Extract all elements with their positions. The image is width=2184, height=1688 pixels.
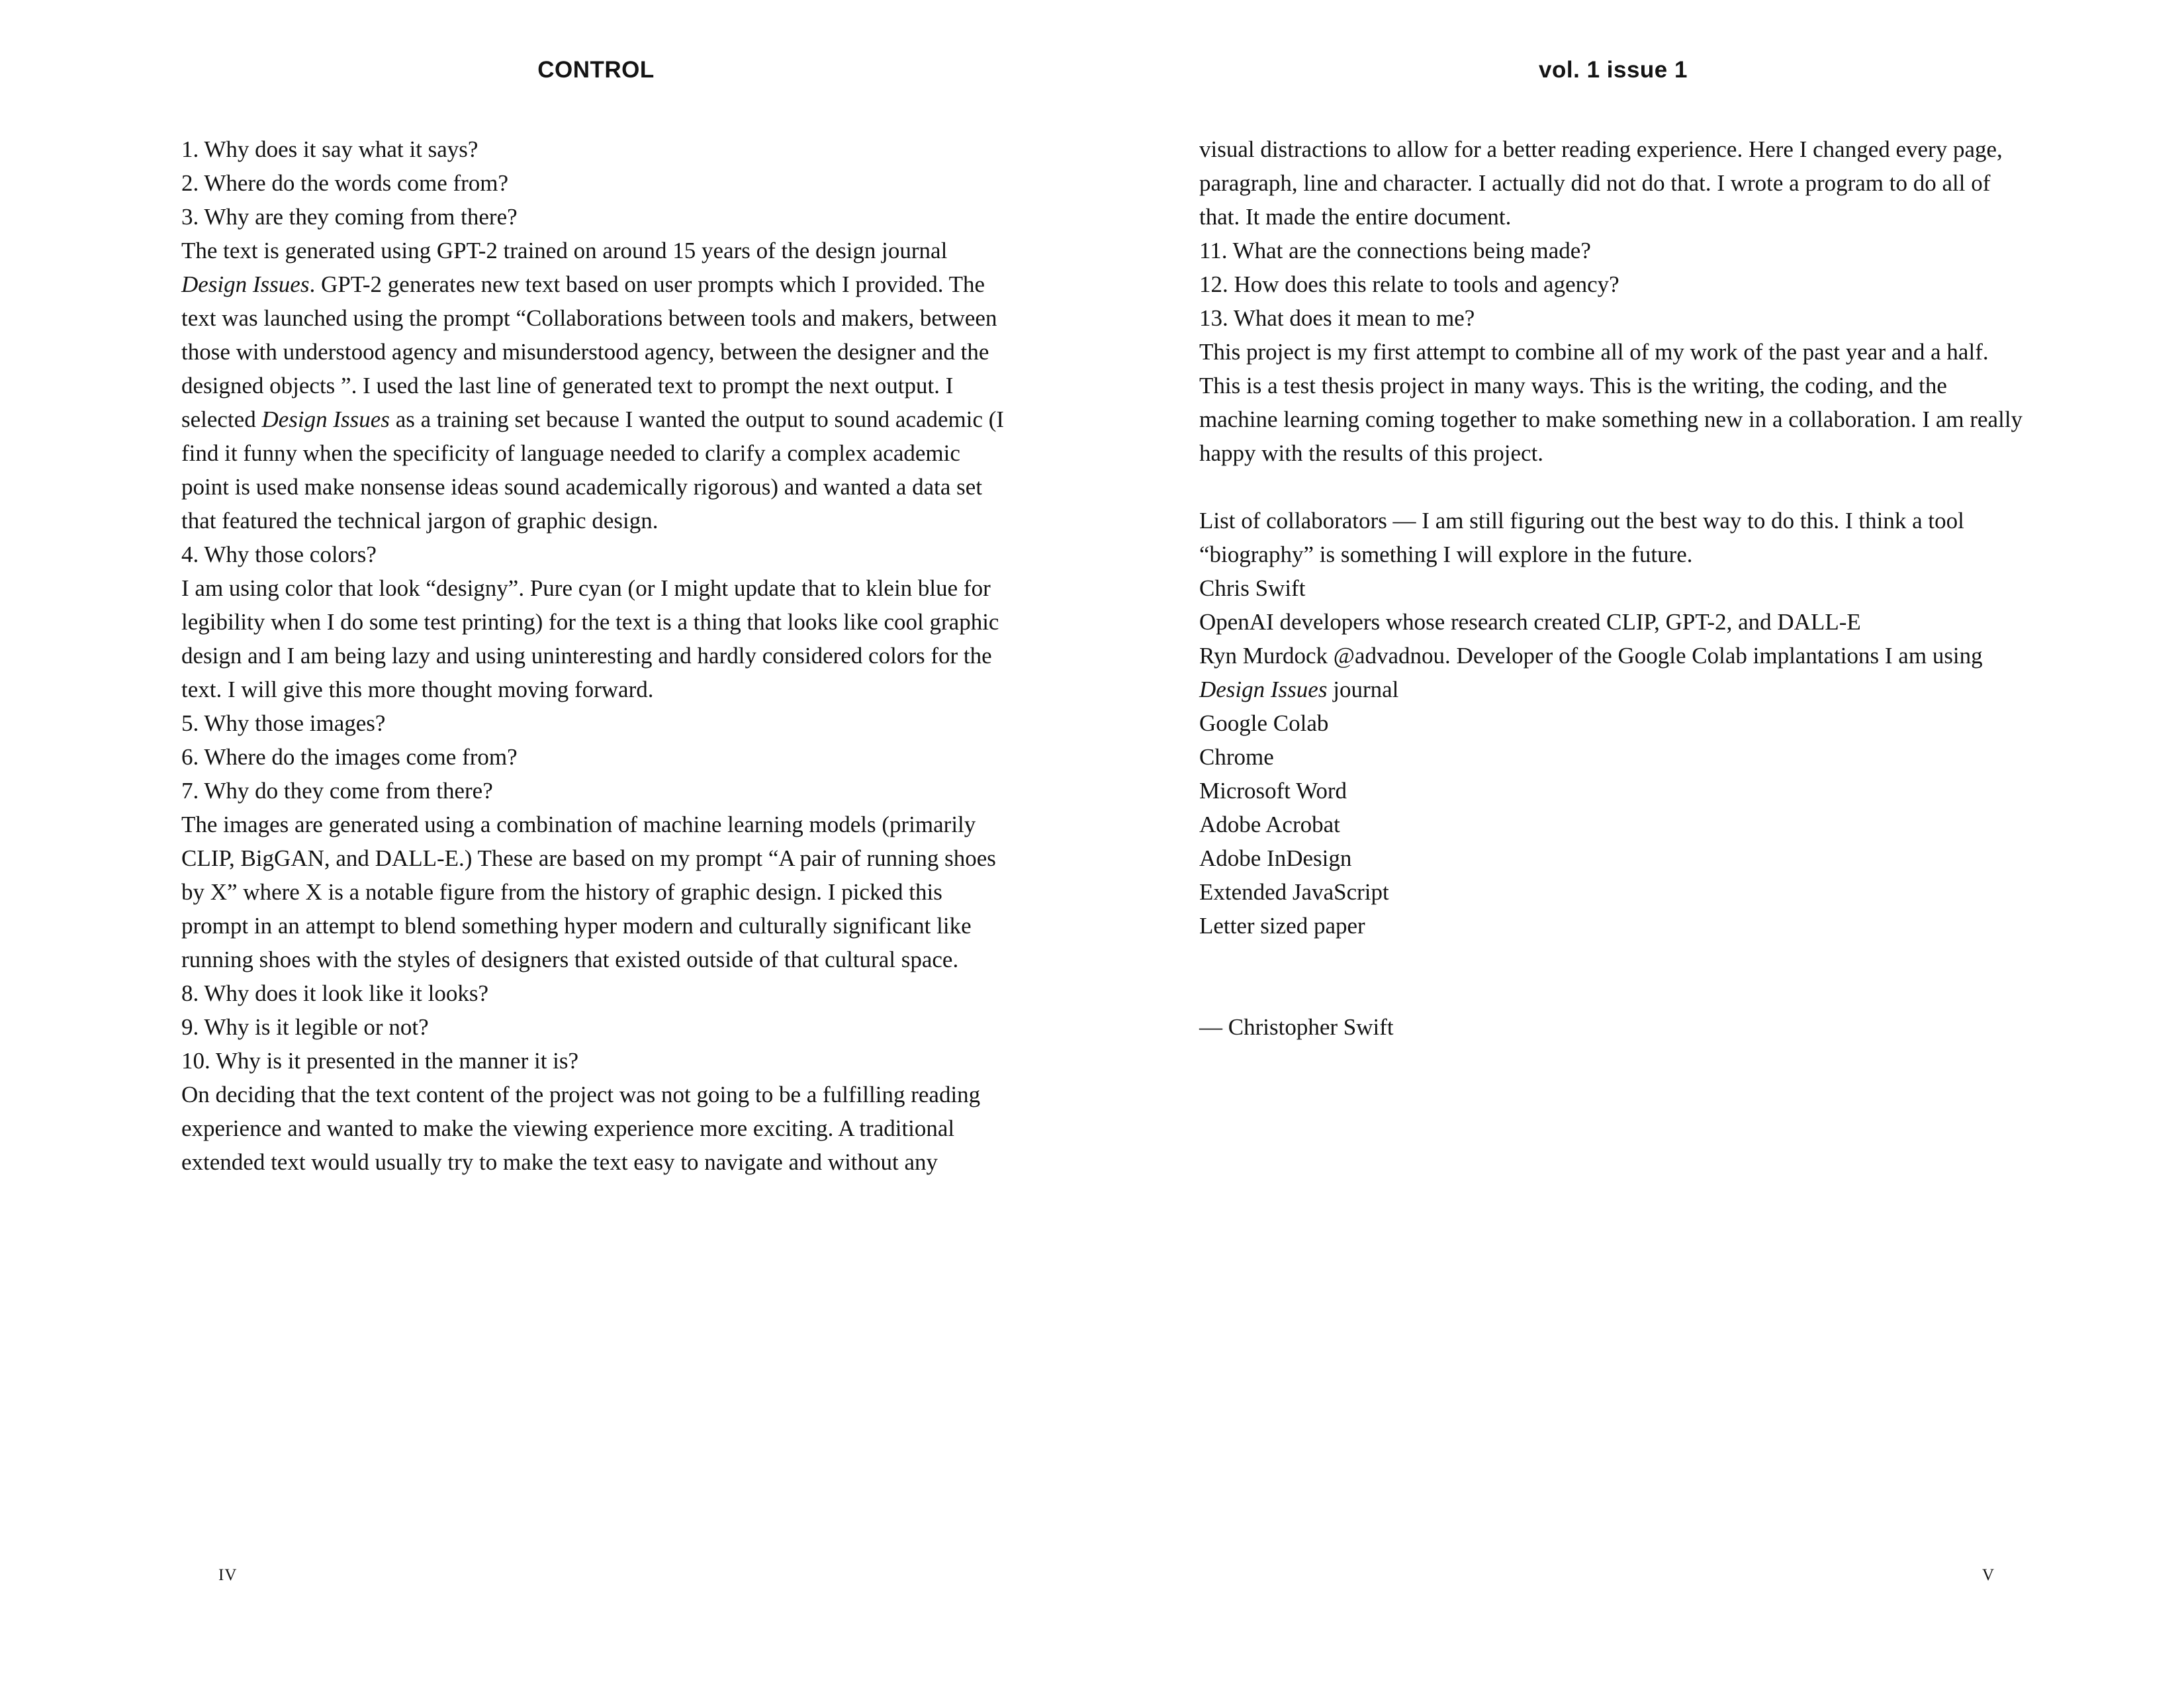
vertical-gap: [1199, 943, 2026, 1010]
text-block: [181, 571, 1009, 706]
text-block: [1199, 234, 2026, 267]
text-segment: The images are generated using a combination of machine learning models (primarily CLIP, BigGAN, and DALL-E.) These are based on my prompt “A pair of running shoes by X” where X is a notable figure from the history of graphic design. I picked this prompt in an attempt to blend something hyper modern and culturally significant like running shoes with the styles of designers that existed outside of that cultural space.: [181, 812, 996, 972]
text-block: [181, 706, 1009, 740]
text-block: [1199, 132, 2026, 234]
text-segment: 1. Why does it say what it says?: [181, 136, 478, 162]
text-segment: 4. Why those colors?: [181, 541, 377, 567]
text-block: [1199, 875, 2026, 909]
text-segment: Microsoft Word: [1199, 778, 1347, 804]
text-segment: 9. Why is it legible or not?: [181, 1014, 429, 1040]
text-block: [1199, 301, 2026, 335]
italic-text-segment: Design Issues: [181, 271, 310, 297]
vertical-gap: [1199, 470, 2026, 504]
page-title-right: vol. 1 issue 1: [1539, 57, 1688, 83]
text-segment: Chrome: [1199, 744, 1274, 770]
text-block: [1199, 571, 2026, 605]
text-block: [181, 200, 1009, 234]
page-title-left: CONTROL: [537, 57, 655, 83]
text-segment: 7. Why do they come from there?: [181, 778, 493, 804]
text-segment: Adobe InDesign: [1199, 845, 1352, 871]
text-segment: — Christopher Swift: [1199, 1014, 1394, 1040]
text-block: [1199, 774, 2026, 808]
text-segment: 5. Why those images?: [181, 710, 386, 736]
text-block: [181, 166, 1009, 200]
text-segment: Chris Swift: [1199, 575, 1306, 601]
text-block: [1199, 909, 2026, 943]
text-block: [181, 132, 1009, 166]
text-segment: I am using color that look “designy”. Pure cyan (or I might update that to klein blue for legibility when I do some test printing) for the text is a thing that looks like cool graphic design and I am being lazy and using uninteresting and hardly considered colors for the text. I will give this more thought moving forward.: [181, 575, 999, 702]
text-block: [1199, 504, 2026, 571]
text-segment: 3. Why are they coming from there?: [181, 204, 518, 230]
text-segment: 11. What are the connections being made?: [1199, 238, 1591, 263]
left-page-text-column: [181, 132, 1009, 1179]
text-block: [181, 234, 1009, 538]
page-number-right: V: [1982, 1566, 1995, 1584]
text-segment: Google Colab: [1199, 710, 1329, 736]
text-segment: List of collaborators — I am still figuring out the best way to do this. I think a tool “biography” is something I will explore in the future.: [1199, 508, 1964, 567]
text-block: [1199, 335, 2026, 470]
text-block: [1199, 673, 2026, 706]
text-block: [1199, 267, 2026, 301]
text-segment: This project is my first attempt to combine all of my work of the past year and a half. This is a test thesis project in many ways. This is the writing, the coding, and the machine learning coming together to make something new in a collaboration. I am really happy with the results of this project.: [1199, 339, 2023, 466]
text-segment: journal: [1327, 677, 1399, 702]
text-block: [181, 1078, 1009, 1179]
text-segment: Ryn Murdock @advadnou. Developer of the Google Colab implantations I am using: [1199, 643, 1983, 669]
text-block: [181, 1044, 1009, 1078]
text-segment: The text is generated using GPT-2 trained on around 15 years of the design journal: [181, 238, 948, 263]
text-block: [1199, 639, 2026, 673]
text-block: [1199, 808, 2026, 841]
text-block: [181, 1010, 1009, 1044]
text-block: [1199, 605, 2026, 639]
text-segment: On deciding that the text content of the project was not going to be a fulfilling reading experience and wanted to make the viewing experience more exciting. A traditional extended text would usually try to make the text easy to navigate and without any: [181, 1082, 981, 1175]
text-block: [1199, 1010, 2026, 1044]
text-segment: . GPT-2 generates new text based on user prompts which I provided. The text was launched using the prompt “Collaborations between tools and makers, between those with understood agency and misunderstood agency, between the designer and the designed objects ”. I used the last line of generated text to prompt the next output. I selected: [181, 271, 997, 432]
page-number-left: IV: [218, 1566, 238, 1584]
italic-text-segment: Design Issues: [1199, 677, 1328, 702]
text-block: [1199, 706, 2026, 740]
text-segment: 13. What does it mean to me?: [1199, 305, 1475, 331]
text-block: [181, 976, 1009, 1010]
text-block: [181, 774, 1009, 808]
text-block: [181, 538, 1009, 571]
text-segment: 2. Where do the words come from?: [181, 170, 509, 196]
text-segment: visual distractions to allow for a better reading experience. Here I changed every page, paragraph, line and character. I actually did not do that. I wrote a program to do all of that. It made the entire document.: [1199, 136, 2003, 230]
text-segment: OpenAI developers whose research created CLIP, GPT-2, and DALL-E: [1199, 609, 1861, 635]
text-segment: 8. Why does it look like it looks?: [181, 980, 489, 1006]
text-segment: Extended JavaScript: [1199, 879, 1389, 905]
text-segment: 10. Why is it presented in the manner it is?: [181, 1048, 579, 1074]
right-page-text-column: [1199, 132, 2026, 1044]
text-block: [1199, 841, 2026, 875]
text-block: [181, 808, 1009, 976]
text-segment: 6. Where do the images come from?: [181, 744, 518, 770]
text-block: [1199, 740, 2026, 774]
text-segment: 12. How does this relate to tools and agency?: [1199, 271, 1619, 297]
text-segment: Adobe Acrobat: [1199, 812, 1340, 837]
text-segment: as a training set because I wanted the output to sound academic (I find it funny when the specificity of language needed to clarify a complex academic point is used make nonsense ideas sound academically rigorous) and wanted a data set that featured the technical jargon of graphic design.: [181, 406, 1005, 534]
italic-text-segment: Design Issues: [261, 406, 390, 432]
text-block: [181, 740, 1009, 774]
text-segment: Letter sized paper: [1199, 913, 1365, 939]
